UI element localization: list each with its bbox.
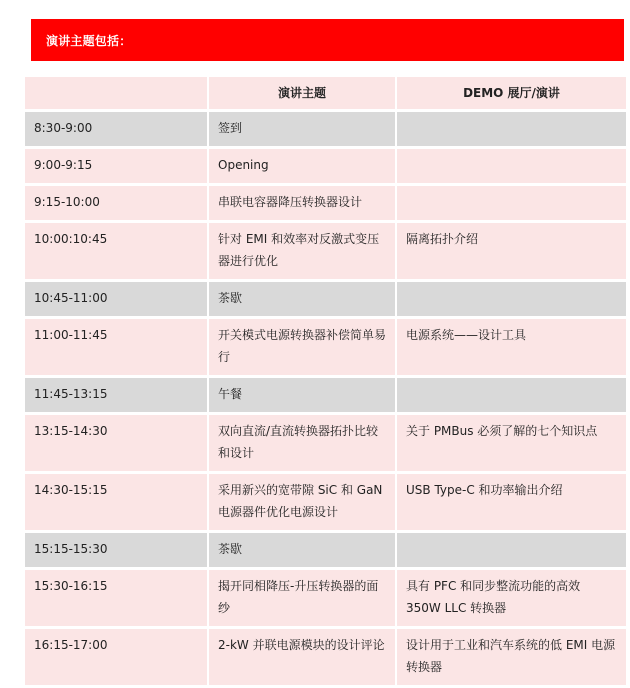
table-row: [25, 221, 627, 280]
demo-cell: [396, 184, 627, 221]
demo-cell: USB Type-C 和功率输出介绍: [396, 472, 627, 531]
demo-cell: [396, 110, 627, 147]
table-row: [25, 184, 627, 221]
topic-cell: 针对 EMI 和效率对反激式变压器进行优化: [208, 221, 396, 280]
demo-cell: 电源系统——设计工具: [396, 317, 627, 376]
time-cell: 15:30-16:15: [25, 568, 208, 627]
table-row: [25, 531, 627, 568]
topic-cell: 午餐: [208, 376, 396, 413]
time-cell: 10:45-11:00: [25, 280, 208, 317]
demo-cell: [396, 531, 627, 568]
topic-cell: 签到: [208, 110, 396, 147]
topic-cell: 茶歇: [208, 280, 396, 317]
table-row: [25, 147, 627, 184]
time-cell: 15:15-15:30: [25, 531, 208, 568]
demo-cell: 设计用于工业和汽车系统的低 EMI 电源转换器: [396, 627, 627, 686]
time-cell: 16:15-17:00: [25, 627, 208, 686]
table-row: [25, 317, 627, 376]
topic-cell: 2-kW 并联电源模块的设计评论: [208, 627, 396, 686]
time-cell: 9:00-9:15: [25, 147, 208, 184]
table-row: [25, 280, 627, 317]
demo-cell: [396, 147, 627, 184]
topic-cell: 串联电容器降压转换器设计: [208, 184, 396, 221]
table-row: [25, 110, 627, 147]
topic-cell: Opening: [208, 147, 396, 184]
time-cell: 10:00:10:45: [25, 221, 208, 280]
demo-cell: 具有 PFC 和同步整流功能的高效 350W LLC 转换器: [396, 568, 627, 627]
time-cell: 11:00-11:45: [25, 317, 208, 376]
table-header-row: [25, 77, 627, 110]
table-row: [25, 376, 627, 413]
header-time: [25, 77, 208, 110]
time-cell: 9:15-10:00: [25, 184, 208, 221]
schedule-table: [25, 77, 628, 688]
schedule-body: [25, 110, 627, 686]
table-row: [25, 627, 627, 686]
demo-cell: [396, 376, 627, 413]
topic-cell: 开关模式电源转换器补偿简单易行: [208, 317, 396, 376]
time-cell: 14:30-15:15: [25, 472, 208, 531]
topic-cell: 茶歇: [208, 531, 396, 568]
time-cell: 8:30-9:00: [25, 110, 208, 147]
header-demo: DEMO 展厅/演讲: [396, 77, 627, 110]
demo-cell: [396, 280, 627, 317]
time-cell: 11:45-13:15: [25, 376, 208, 413]
table-row: [25, 413, 627, 472]
time-cell: 13:15-14:30: [25, 413, 208, 472]
topic-cell: 揭开同相降压-升压转换器的面纱: [208, 568, 396, 627]
topic-cell: 采用新兴的宽带隙 SiC 和 GaN 电源器件优化电源设计: [208, 472, 396, 531]
demo-cell: 隔离拓扑介绍: [396, 221, 627, 280]
section-banner: [31, 19, 624, 61]
demo-cell: 关于 PMBus 必须了解的七个知识点: [396, 413, 627, 472]
table-row: [25, 568, 627, 627]
topic-cell: 双向直流/直流转换器拓扑比较和设计: [208, 413, 396, 472]
table-row: [25, 472, 627, 531]
banner-title: 演讲主题包括：: [46, 33, 132, 48]
header-topic: 演讲主题: [208, 77, 396, 110]
